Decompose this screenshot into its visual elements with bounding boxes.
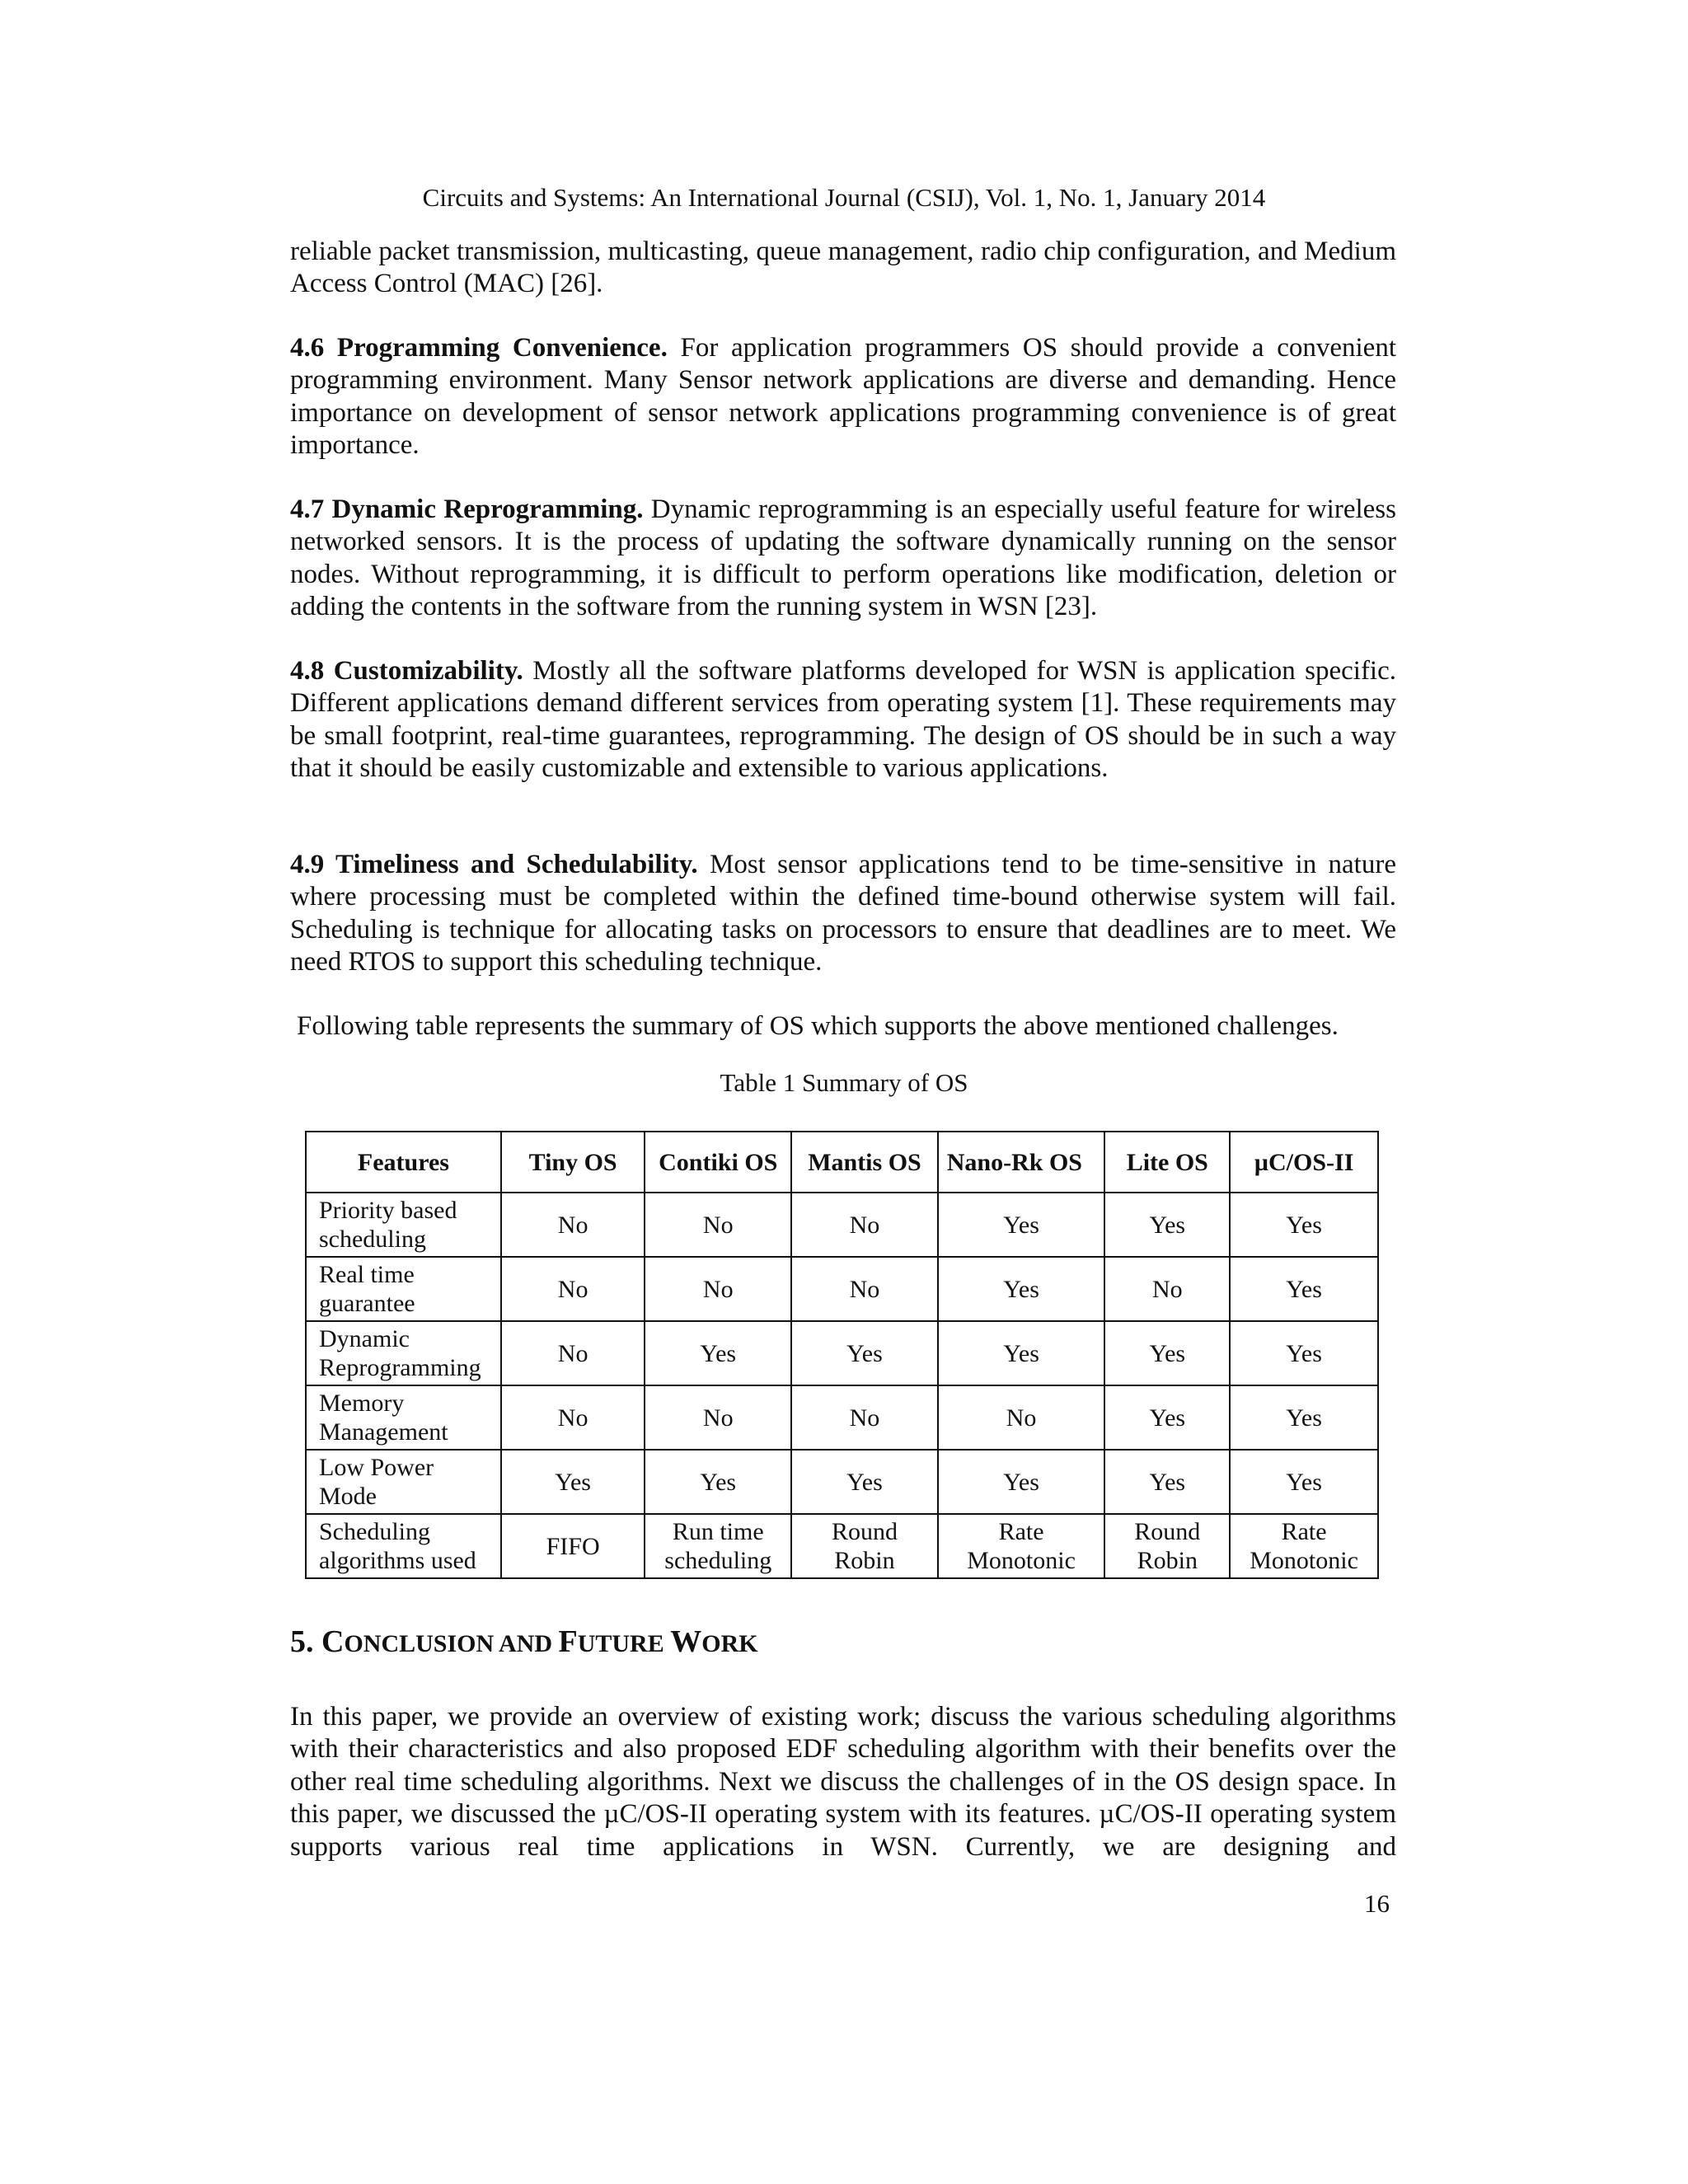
table-cell: Rate Monotonic bbox=[1230, 1514, 1378, 1578]
running-header: Circuits and Systems: An International Journal (CSIJ), Vol. 1, No. 1, January 2014 bbox=[422, 183, 1266, 212]
title-smallcaps: UTURE bbox=[577, 1630, 671, 1657]
feature-cell: Scheduling algorithms used bbox=[306, 1514, 501, 1578]
conclusion-paragraph bbox=[290, 1701, 1396, 1863]
table-header-row bbox=[306, 1132, 1378, 1193]
table-row bbox=[306, 1193, 1378, 1257]
table-cell: No bbox=[501, 1193, 645, 1257]
header-cell: Nano-Rk OS bbox=[938, 1132, 1105, 1193]
section-text: Mostly all the software platforms developed for WSN is application specific. Different applications demand different services from operating system [1]. These requirements may be small footprint, real-time guarantees, reprogramming. The design of OS should be in such a way that it should be easily customizable and extensible to various applications. bbox=[290, 656, 1397, 784]
table-row bbox=[306, 1257, 1378, 1321]
section-text: Dynamic reprogramming is an especially useful feature for wireless networked sensors. It is the process of updating the software dynamically running on the sensor nodes. Without reprogramming, it is difficult to perform operations like modification, deletion or adding the contents in the software from the running system in WSN [23]. bbox=[290, 494, 1396, 622]
table-cell: Round Robin bbox=[1104, 1514, 1230, 1578]
feature-cell: Dynamic Reprogramming bbox=[306, 1321, 501, 1385]
table-row bbox=[306, 1450, 1378, 1514]
table-cell: No bbox=[645, 1193, 791, 1257]
table-cell: Round Robin bbox=[791, 1514, 938, 1578]
table-cell: Yes bbox=[938, 1450, 1105, 1514]
section-title: 4.6 Programming Convenience. bbox=[290, 333, 668, 363]
table-cell: Yes bbox=[1104, 1193, 1230, 1257]
title-smallcaps: ORK bbox=[701, 1630, 758, 1657]
table-cell: Run time scheduling bbox=[645, 1514, 791, 1578]
table-cell: Yes bbox=[1230, 1321, 1378, 1385]
table-cell: FIFO bbox=[501, 1514, 645, 1578]
table-cell: Yes bbox=[791, 1321, 938, 1385]
table-cell: Yes bbox=[1230, 1257, 1378, 1321]
title-cap: F bbox=[558, 1624, 578, 1659]
table-row bbox=[306, 1385, 1378, 1450]
table-row bbox=[306, 1321, 1378, 1385]
table-cell: No bbox=[501, 1385, 645, 1450]
feature-cell: Low Power Mode bbox=[306, 1450, 501, 1514]
table-intro: Following table represents the summary of OS which supports the above mentioned challenges. bbox=[297, 1011, 1339, 1041]
header-cell: Features bbox=[306, 1132, 501, 1193]
table-cell: Yes bbox=[1230, 1193, 1378, 1257]
table-cell: Yes bbox=[645, 1321, 791, 1385]
continuation-text: reliable packet transmission, multicasting, queue management, radio chip configuration, and Medium Access Control (MAC) [26]. bbox=[290, 237, 1396, 299]
section-title: 4.7 Dynamic Reprogramming. bbox=[290, 494, 644, 524]
section-title: 4.8 Customizability. bbox=[290, 656, 523, 686]
title-cap: C bbox=[321, 1624, 345, 1659]
table-cell: Yes bbox=[938, 1257, 1105, 1321]
table-row bbox=[306, 1514, 1378, 1578]
section-heading-conclusion bbox=[290, 1624, 758, 1660]
section-number: 5. bbox=[290, 1624, 314, 1659]
section-4-8 bbox=[290, 655, 1396, 785]
table-cell: Yes bbox=[938, 1321, 1105, 1385]
table-cell: Yes bbox=[1230, 1450, 1378, 1514]
table-cell: Yes bbox=[791, 1450, 938, 1514]
header-cell: Mantis OS bbox=[791, 1132, 938, 1193]
table-cell: No bbox=[791, 1257, 938, 1321]
header-cell: Contiki OS bbox=[645, 1132, 791, 1193]
table-cell: No bbox=[501, 1257, 645, 1321]
table-cell: Yes bbox=[1104, 1385, 1230, 1450]
title-cap: W bbox=[670, 1624, 702, 1659]
os-summary-table bbox=[305, 1131, 1379, 1579]
section-4-9 bbox=[290, 849, 1396, 979]
table-cell: No bbox=[791, 1193, 938, 1257]
section-title: 4.9 Timeliness and Schedulability. bbox=[290, 850, 698, 879]
table-cell: Yes bbox=[1104, 1450, 1230, 1514]
table-cell: No bbox=[791, 1385, 938, 1450]
continuation-paragraph bbox=[290, 236, 1396, 301]
table-cell: Rate Monotonic bbox=[938, 1514, 1105, 1578]
title-smallcaps: ONCLUSION AND bbox=[344, 1630, 559, 1657]
section-4-6 bbox=[290, 332, 1396, 462]
page-number: 16 bbox=[1364, 1889, 1390, 1918]
table-cell: Yes bbox=[1230, 1385, 1378, 1450]
table-cell: No bbox=[938, 1385, 1105, 1450]
table-cell: Yes bbox=[938, 1193, 1105, 1257]
feature-cell: Priority based scheduling bbox=[306, 1193, 501, 1257]
section-text: Most sensor applications tend to be time-sensitive in nature where processing must be completed within the defined time-bound otherwise system will fail. Scheduling is technique for allocating tasks on processors to ensure that deadlines are to meet. We need RTOS to support this scheduling technique. bbox=[290, 850, 1396, 977]
feature-cell: Memory Management bbox=[306, 1385, 501, 1450]
table-cell: No bbox=[501, 1321, 645, 1385]
header-cell: Tiny OS bbox=[501, 1132, 645, 1193]
table-cell: Yes bbox=[1104, 1321, 1230, 1385]
table-cell: No bbox=[1104, 1257, 1230, 1321]
table-caption: Table 1 Summary of OS bbox=[720, 1068, 968, 1097]
table-cell: Yes bbox=[645, 1450, 791, 1514]
table-cell: Yes bbox=[501, 1450, 645, 1514]
table-cell: No bbox=[645, 1385, 791, 1450]
section-4-7 bbox=[290, 494, 1396, 624]
table-cell: No bbox=[645, 1257, 791, 1321]
conclusion-text: In this paper, we provide an overview of existing work; discuss the various scheduling algorithms with their characteristics and also proposed EDF scheduling algorithm with their benefits over the other real time scheduling algorithms. Next we discuss the challenges of in the OS design space. In this paper, we discussed the µC/OS-II operating system with its features. µC/OS-II operating system supports various real time applications in WSN. Currently, we are designing and bbox=[290, 1702, 1396, 1862]
feature-cell: Real time guarantee bbox=[306, 1257, 501, 1321]
section-text: For application programmers OS should provide a convenient programming environment. Many Sensor network applications are diverse and demanding. Hence importance on development of sensor network applications programming convenience is of great importance. bbox=[290, 333, 1396, 461]
header-cell: µC/OS-II bbox=[1230, 1132, 1378, 1193]
header-cell: Lite OS bbox=[1104, 1132, 1230, 1193]
